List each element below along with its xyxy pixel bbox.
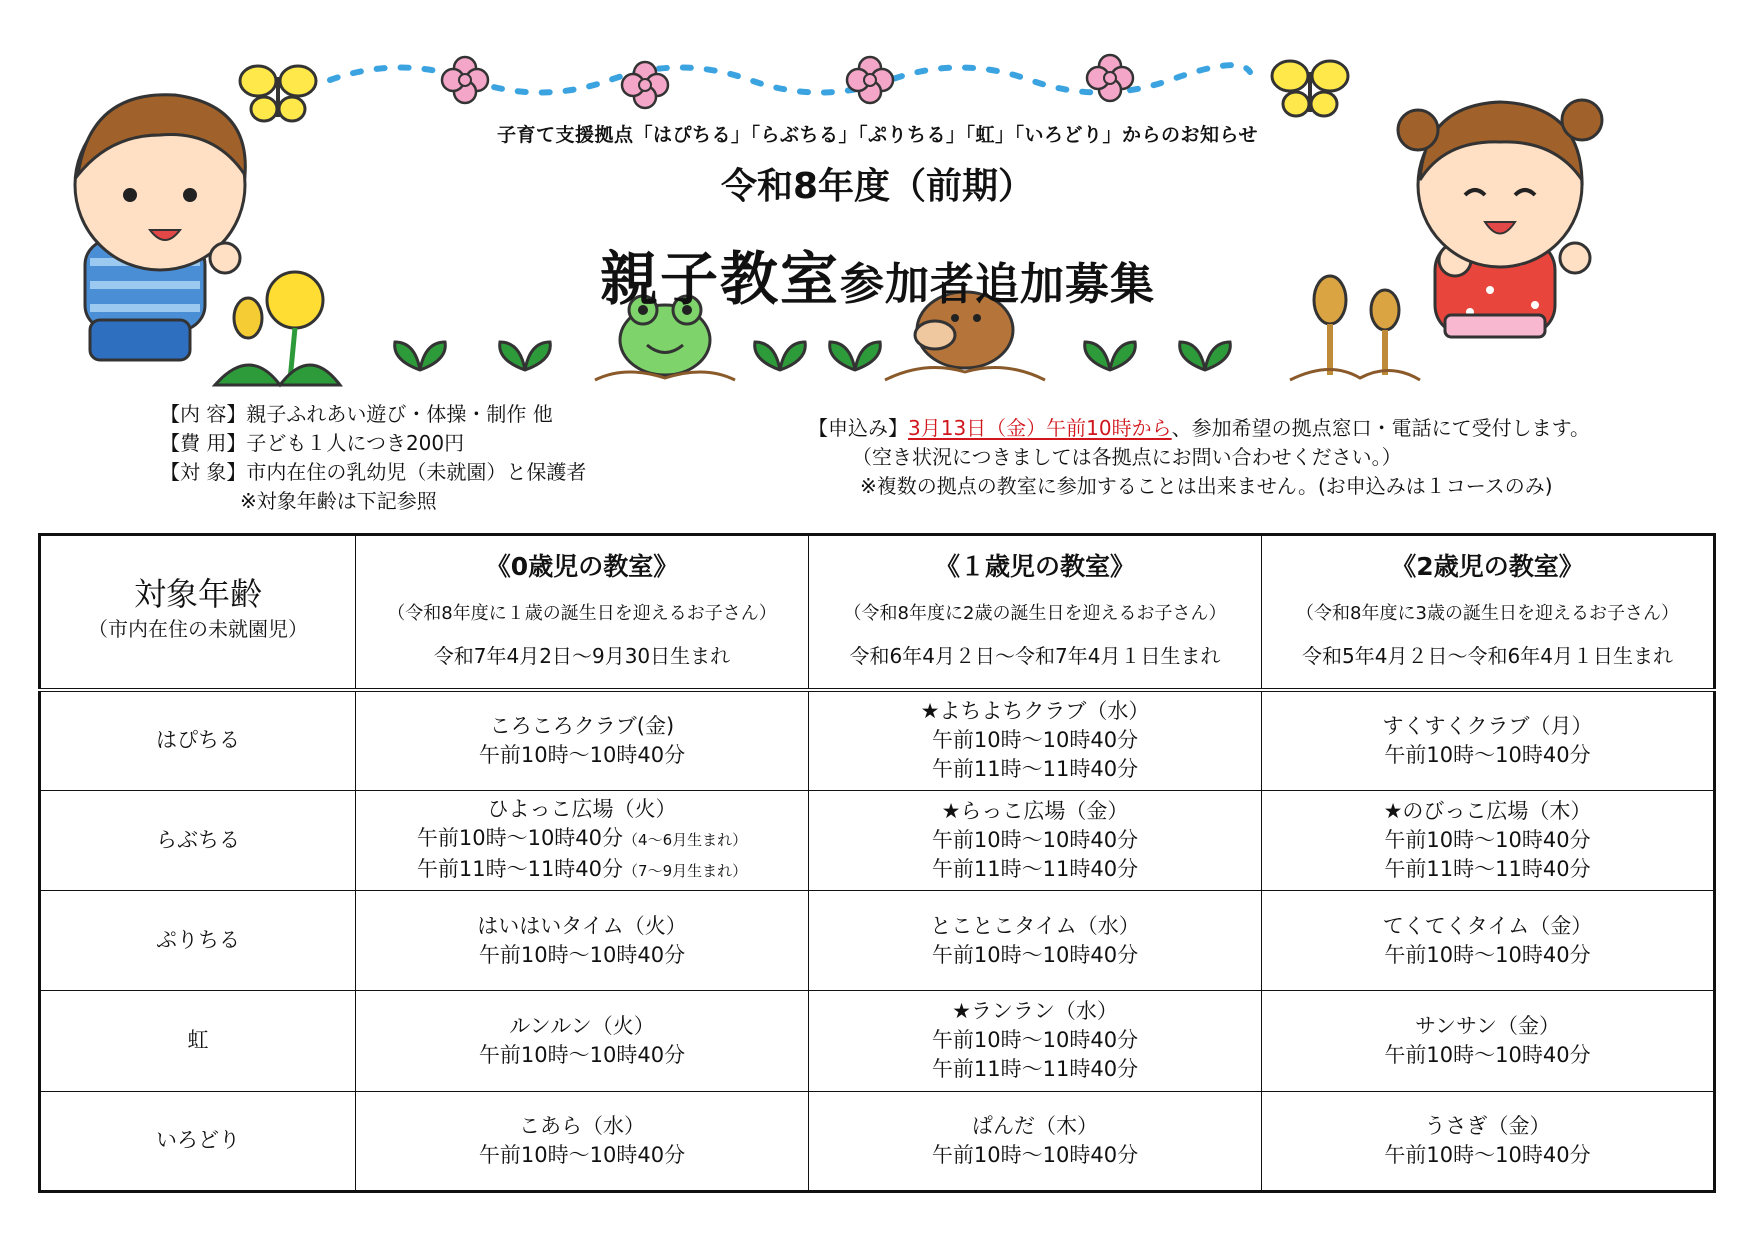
column-title: 《0歳児の教室》 [485,552,679,582]
column-title: 《１歳児の教室》 [934,552,1135,582]
column-header-age2 [1262,535,1715,690]
column-birth-range: 令和5年4月２日～令和6年4月１日生まれ [1302,644,1673,669]
butterfly-icon [240,66,316,121]
class-time: 午前10時～10時40分 [478,742,686,767]
class-cell [1262,991,1715,1091]
age-label-cell [40,535,356,690]
class-time: 午前10時～10時40分 [931,728,1139,753]
class-time-note: （7～9月生まれ） [623,861,748,880]
info-apply-line [808,414,1590,442]
class-time: 午前10時～10時40分 [478,942,686,967]
age-label-sub: （市内在住の未就園児） [88,616,308,641]
age-label: 対象年齢 [133,574,262,613]
info-apply-rest: 、参加希望の拠点窓口・電話にて受付します。 [1171,416,1591,440]
info-apply-note-1: （空き状況につきましては各拠点にお問い合わせください。） [852,445,1402,469]
info-apply-key: 【申込み】 [808,416,908,440]
table-row [40,1091,1715,1191]
page-title [0,232,1755,316]
class-name: ★ランラン（水） [952,999,1118,1024]
class-time: 午前10時～10時40分 [478,1042,686,1067]
class-time: 午前10時～10時40分 [416,825,624,850]
row-label-purichiru: ぷりちる [40,890,356,990]
info-target-line [160,458,586,486]
class-time-with-note [356,824,808,855]
info-fee-value: 子ども１人につき200円 [246,431,465,455]
column-note: （令和8年度に2歳の誕生日を迎えるお子さん） [843,603,1227,625]
header-year-title: 令和8年度（前期） [720,166,1035,207]
info-apply-date: 3月13日（金）午前10時から [908,416,1172,440]
class-time-with-note [356,855,808,886]
class-time: 午前10時～10時40分 [1384,827,1591,852]
column-title: 《2歳児の教室》 [1391,552,1584,582]
class-time: 午前10時～10時40分 [1384,1142,1591,1167]
class-time: 午前10時～10時40分 [931,827,1139,852]
column-header-age0 [356,535,809,690]
sprout-icon [1085,342,1136,370]
class-name: ★よちよちクラブ（水） [920,699,1150,724]
class-name: ★らっこ広場（金） [941,798,1129,823]
class-cell [1262,790,1715,890]
sprout-icon [755,342,806,370]
info-content-key: 【内 容】 [160,402,247,426]
class-name: ころころクラブ(金) [489,713,675,738]
column-note: （令和8年度に１歳の誕生日を迎えるお子さん） [387,603,777,625]
class-time: 午前10時～10時40分 [931,942,1139,967]
class-name: はいはいタイム（火） [477,913,687,938]
schedule-table [38,533,1716,1193]
info-target-value: 市内在住の乳幼児（未就園）と保護者 [246,460,587,484]
class-cell [809,690,1262,790]
table-row [40,890,1715,990]
pink-flower-icon [847,57,893,103]
class-time: 午前10時～10時40分 [1384,942,1591,967]
header-subtitle: 子育て支援拠点「はぴちる」「らぶちる」「ぷりちる」「虹」「いろどり」からのお知らせ [497,124,1258,146]
class-time: 午前11時～11時40分 [1384,856,1591,881]
sprout-icon [1180,342,1231,370]
class-time: 午前11時～11時40分 [416,856,624,881]
class-name: ぱんだ（木） [972,1113,1098,1138]
column-birth-range: 令和7年4月2日～9月30日生まれ [433,644,731,669]
class-cell [1262,1091,1715,1191]
class-cell [356,690,809,790]
info-fee-key: 【費 用】 [160,431,247,455]
table-header-row [40,535,1715,690]
class-name: てくてくタイム（金） [1382,913,1593,938]
class-time: 午前10時～10時40分 [931,1028,1139,1053]
class-cell [356,1091,809,1191]
pink-flower-icon [1087,55,1133,101]
row-label-irodori: いろどり [40,1091,356,1191]
class-time: 午前10時～10時40分 [1384,742,1591,767]
title-sub-text: 参加者追加募集 [840,259,1155,310]
info-target-key: 【対 象】 [160,460,247,484]
class-time: 午前11時～11時40分 [931,856,1139,881]
class-cell [356,991,809,1091]
column-birth-range: 令和6年4月２日～令和7年4月１日生まれ [849,644,1221,669]
class-time: 午前10時～10時40分 [931,1142,1139,1167]
pink-flower-icon [442,57,488,103]
class-cell [1262,890,1715,990]
class-time: 午前10時～10時40分 [478,1142,686,1167]
info-apply-note-2: ※複数の拠点の教室に参加することは出来ません。(お申込みは１コースのみ) [860,474,1553,498]
info-content-line [160,400,553,428]
title-main-text: 親子教室 [599,245,840,313]
row-label-rabuchiru: らぶちる [40,790,356,890]
class-name: ひよっこ広場（火） [487,796,677,821]
class-name: ★のびっこ広場（木） [1383,798,1592,823]
class-cell [809,890,1262,990]
class-name: うさぎ（金） [1424,1113,1551,1138]
class-cell [809,991,1262,1091]
sprout-icon [395,342,446,370]
column-note: （令和8年度に3歳の誕生日を迎えるお子さん） [1296,603,1679,625]
info-fee-line [160,429,464,457]
class-time-note: （4～6月生まれ） [623,830,748,849]
class-name: すくすくクラブ（月） [1382,713,1593,738]
class-name: こあら（水） [519,1113,645,1138]
class-cell [809,790,1262,890]
class-name: サンサン（金） [1415,1013,1560,1038]
class-name: とことこタイム（水） [930,913,1140,938]
sprout-icon [830,342,881,370]
row-label-hapichiru: はぴちる [40,690,356,790]
class-time: 午前11時～11時40分 [931,1057,1139,1082]
class-time: 午前11時～11時40分 [931,757,1139,782]
table-row [40,790,1715,890]
table-row [40,690,1715,790]
table-row [40,991,1715,1091]
butterfly-icon [1272,61,1348,116]
sprout-icon [500,342,551,370]
info-target-note: ※対象年齢は下記参照 [240,489,437,513]
class-cell [356,790,809,890]
class-cell [1262,690,1715,790]
class-time: 午前10時～10時40分 [1384,1042,1591,1067]
class-name: ルンルン（火） [509,1013,655,1038]
info-content-value: 親子ふれあい遊び・体操・制作 他 [246,402,553,426]
column-header-age1 [809,535,1262,690]
class-cell [356,890,809,990]
class-cell [809,1091,1262,1191]
row-label-niji: 虹 [40,991,356,1091]
